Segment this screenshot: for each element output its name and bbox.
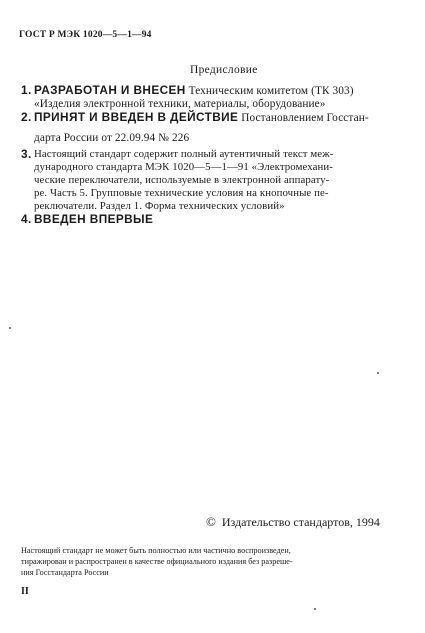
scan-speck [9, 327, 11, 329]
preface-item-1 [21, 84, 354, 111]
item-number: 3. [21, 147, 32, 161]
preface-title: Предисловие [190, 64, 258, 76]
item-lead: ВВЕДЕН ВПЕРВЫЕ [34, 212, 154, 226]
document-code-header: ГОСТ Р МЭК 1020—5—1—94 [19, 30, 152, 40]
scan-speck [314, 608, 316, 610]
item-number: 2. [21, 110, 32, 124]
item-line: Настоящий стандарт содержит полный аутентичный текст меж- [34, 148, 334, 160]
copyright-text: Издательство стандартов, 1994 [221, 515, 380, 529]
item-lead: РАЗРАБОТАН И ВНЕСЕН [34, 83, 186, 97]
notice-line: тиражирован и распространен в качестве официального издания без разреше- [21, 557, 293, 566]
item-number: 4. [21, 212, 32, 226]
scan-speck [377, 372, 379, 374]
preface-item-2 [21, 111, 369, 145]
copyright-line [206, 514, 380, 530]
copyright-symbol: © [206, 514, 216, 529]
item-number: 1. [21, 83, 32, 97]
preface-item-4 [21, 213, 153, 227]
item-line: Постановлением Госстан- [238, 112, 369, 124]
notice-line: ния Госстандарта России [21, 568, 109, 577]
item-line: Техническим комитетом (ТК 303) [185, 85, 354, 97]
page-number: II [21, 586, 29, 597]
notice-line: Настоящий стандарт не может быть полностью или частично воспроизведен, [21, 546, 291, 555]
item-lead: ПРИНЯТ И ВВЕДЕН В ДЕЙСТВИЕ [34, 110, 239, 124]
item-line: реключатели. Раздел 1. Форма технических условий» [34, 200, 285, 212]
item-line: дарта России от 22.09.94 № 226 [34, 132, 190, 144]
reproduction-notice [21, 545, 399, 578]
item-line: ческие переключатели, используемые в электронной аппарату- [34, 174, 330, 186]
preface-item-3 [21, 148, 333, 213]
item-line: ре. Часть 5. Групповые технические условия на кнопочные пе- [34, 187, 329, 199]
item-line: дународного стандарта МЭК 1020—5—1—91 «Электромехани- [34, 161, 333, 173]
item-line: «Изделия электронной техники, материалы, оборудование» [34, 98, 326, 110]
